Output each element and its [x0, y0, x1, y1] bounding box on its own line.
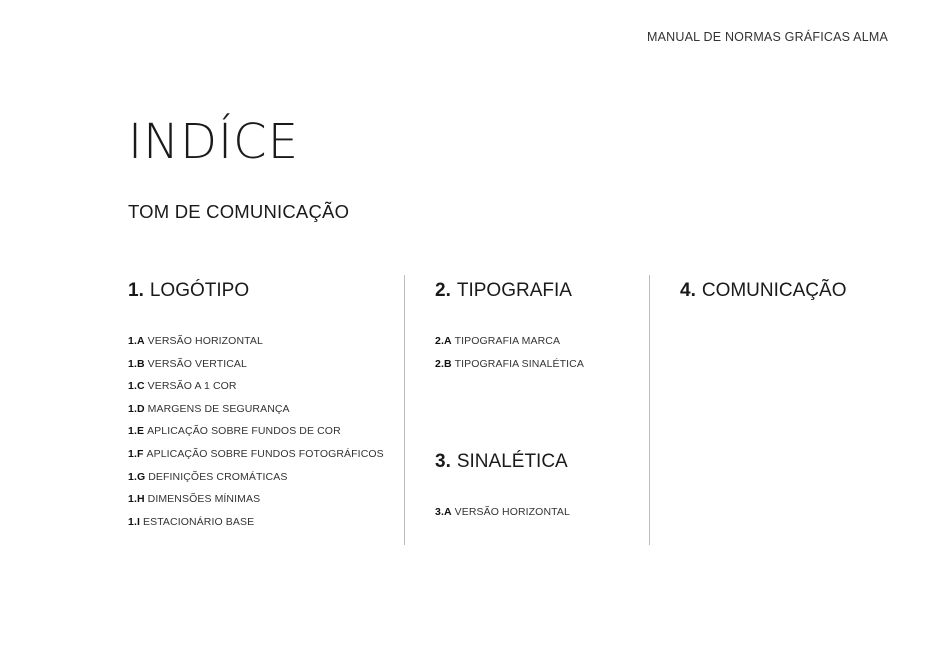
section-heading-tipografia[interactable]: [435, 281, 572, 300]
item-label: VERSÃO VERTICAL: [147, 357, 247, 370]
item-label: VERSÃO HORIZONTAL: [147, 335, 263, 347]
section-number: 2.: [435, 280, 451, 301]
item-code: 3.A: [435, 506, 452, 518]
section-name: COMUNICAÇÃO: [701, 280, 847, 301]
item-code: 1.D: [128, 402, 145, 415]
item-label: APLICAÇÃO SOBRE FUNDOS DE COR: [147, 425, 341, 438]
section-number: 4.: [680, 280, 696, 301]
item-code: 1.A: [128, 335, 145, 347]
toc-item[interactable]: [435, 330, 584, 353]
item-label: TIPOGRAFIA SINALÉTICA: [454, 357, 584, 370]
item-code: 1.H: [128, 493, 145, 506]
toc-item[interactable]: [128, 511, 384, 534]
section-item-list: [435, 330, 584, 375]
section-name: SINALÉTICA: [456, 451, 568, 472]
item-code: 1.I: [128, 515, 140, 528]
section-item-list: [128, 330, 384, 533]
toc-item[interactable]: [128, 330, 384, 353]
page-subtitle[interactable]: TOM DE COMUNICAÇÃO: [128, 201, 350, 222]
toc-item[interactable]: [128, 466, 384, 489]
page-title: INDÍCE: [128, 114, 300, 170]
column-divider: [404, 275, 405, 545]
toc-item[interactable]: [435, 353, 584, 376]
section-number: 3.: [435, 451, 451, 472]
toc-item[interactable]: [128, 420, 384, 443]
toc-item[interactable]: [128, 353, 384, 376]
toc-item[interactable]: [128, 398, 384, 421]
section-heading-comunicacao[interactable]: [680, 281, 846, 300]
toc-item[interactable]: [435, 501, 570, 524]
toc-item[interactable]: [128, 375, 384, 398]
item-label: VERSÃO HORIZONTAL: [454, 506, 570, 518]
item-code: 1.F: [128, 447, 144, 460]
item-label: ESTACIONÁRIO BASE: [142, 515, 255, 528]
section-heading-logotipo[interactable]: [128, 281, 249, 300]
item-label: DIMENSÕES MÍNIMAS: [147, 493, 261, 506]
item-code: 2.B: [435, 357, 452, 370]
page-header: MANUAL DE NORMAS GRÁFICAS ALMA: [647, 30, 888, 44]
section-name: TIPOGRAFIA: [456, 280, 572, 301]
item-label: TIPOGRAFIA MARCA: [454, 335, 561, 347]
item-code: 1.C: [128, 380, 145, 393]
item-label: APLICAÇÃO SOBRE FUNDOS FOTOGRÁFICOS: [146, 447, 384, 460]
item-label: VERSÃO A 1 COR: [147, 380, 237, 393]
section-name: LOGÓTIPO: [149, 280, 250, 301]
section-item-list: [435, 501, 570, 524]
item-code: 1.B: [128, 357, 145, 370]
section-heading-sinaletica[interactable]: [435, 452, 568, 471]
item-code: 2.A: [435, 335, 452, 347]
column-divider: [649, 275, 650, 545]
toc-item[interactable]: [128, 488, 384, 511]
item-code: 1.G: [128, 470, 146, 483]
toc-item[interactable]: [128, 443, 384, 466]
section-number: 1.: [128, 280, 144, 301]
item-label: DEFINIÇÕES CROMÁTICAS: [148, 470, 288, 483]
item-label: MARGENS DE SEGURANÇA: [147, 402, 290, 415]
item-code: 1.E: [128, 425, 145, 438]
